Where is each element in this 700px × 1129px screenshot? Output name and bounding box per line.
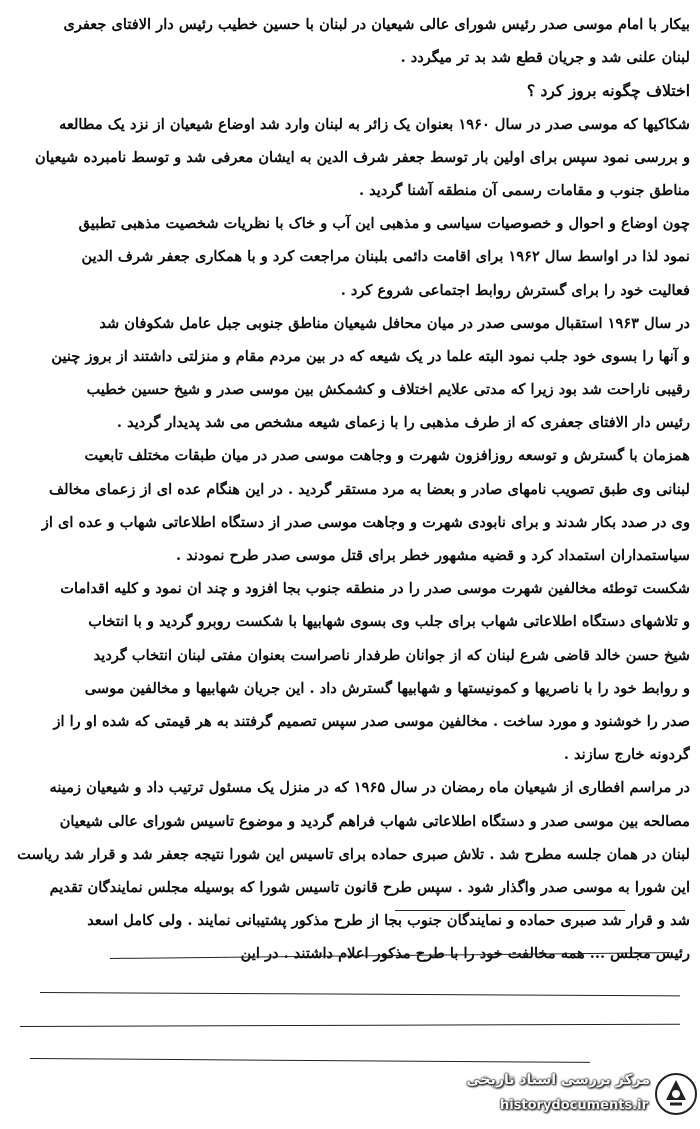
text-line: مصالحه بین موسی صدر و دستگاه اطلاعاتی شهاب فراهم گردید و موضوع تاسیس شورای عالی شیعیان xyxy=(59,812,690,830)
section-heading: اختلاف چگونه بروز کرد ؟ xyxy=(526,81,690,101)
text-line: شکست توطئه مخالفین شهرت موسی صدر را در منطقه جنوب بجا افزود و چند ان نمود و کلیه اقدامات xyxy=(60,580,690,598)
text-line: گردونه خارج سازند . xyxy=(563,746,690,764)
handwritten-underline xyxy=(30,1058,590,1063)
text-line: و روابط خود را با ناصریها و کمونیستها و شهابیها گسترش داد . این جریان شهابیها و مخالفین موسی xyxy=(84,679,690,697)
watermark-url[interactable]: historydocuments.ir xyxy=(499,1098,648,1113)
document-body xyxy=(12,8,690,970)
text-line: و تلاشهای دستگاه اطلاعاتی شهاب برای جلب وی بسوی شهابیها با شکست روبرو گردید و با انتخاب xyxy=(88,613,690,631)
text-line: بیکار با امام موسی صدر رئیس شورای عالی شیعیان در لبنان با حسین خطیب رئیس دار الافتای جعفری xyxy=(63,16,690,33)
text-line: نمود لذا در اواسط سال ۱۹۶۲ برای اقامت دائمی بلبنان مراجعت کرد و با همکاری جعفر شرف الدین xyxy=(81,248,690,266)
text-line: شیخ حسن خالد قاضی شرع لبنان که از جوانان طرفدار ناصراست بعنوان مفتی لبنان انتخاب گردید xyxy=(93,646,690,664)
text-line: لبنان علنی شد و جریان قطع شد بد تر میگردد . xyxy=(400,49,690,67)
handwritten-underline xyxy=(20,1024,680,1027)
text-line: این شورا به موسی صدر واگذار شود . سپس طرح قانون تاسیس شورا که بوسیله مجلس نمایندگان تقدیم xyxy=(49,878,690,896)
text-line: شکاکیها که موسی صدر در سال ۱۹۶۰ بعنوان یک زائر به لبنان وارد شد اوضاع شیعیان از نزد یک مطالعه xyxy=(59,115,690,133)
text-line: فعالیت خود را برای گسترش روابط اجتماعی شروع کرد . xyxy=(340,281,690,299)
text-line: سیاستمداران استمداد کرد و قضیه مشهور خطر برای قتل موسی صدر طرح نمودند . xyxy=(176,547,690,564)
historydocuments-logo-icon xyxy=(654,1070,698,1118)
text-line: رقیبی ناراحت شد بود زیرا که مدتی علایم اختلاف و کشمکش بین موسی صدر و شیخ حسین خطیب xyxy=(86,381,690,399)
text-line: در سال ۱۹۶۳ استقبال موسی صدر در میان محافل شیعیان مناطق جنوبی جبل عامل شکوفان شد xyxy=(99,314,690,332)
text-line: و آنها را بسوی خود جلب نمود البته علما در یک شیعه که در بین مردم مقام و منزلتی داشتند از بروز چنین xyxy=(51,347,690,365)
text-line: در مراسم افطاری از شیعیان ماه رمضان در سال ۱۹۶۵ که در منزل یک مسئول ترتیب داد و شیعیان زمینه xyxy=(49,779,690,797)
handwritten-underline xyxy=(395,910,625,911)
text-line: صدر را خوشنود و مورد ساخت . مخالفین موسی صدر سپس تصمیم گرفتند به هر قیمتی که شده او را از xyxy=(53,712,690,730)
text-line: رئیس مجلس ... همه مخالفت خود را با طرح مذکور اعلام داشتند . در این xyxy=(240,945,690,963)
text-line: مناطق جنوب و مقامات رسمی آن منطقه آشنا گردید . xyxy=(358,181,690,199)
text-line: چون اوضاع و احوال و خصوصیات سیاسی و مذهبی این آب و خاک با نظریات شخصیت مذهبی تطبیق xyxy=(78,215,690,233)
text-line: شد و قرار شد صبری حماده و نمایندگان جنوب بجا از طرح مذکور پشتیبانی نمایند . ولی کامل اسعد xyxy=(87,912,690,930)
text-line: و بررسی نمود سپس برای اولین بار توسط جعفر شرف الدین به ایشان معرفی شد و توسط نامبرده شیعیان xyxy=(35,148,690,166)
watermark-title: مرکز بررسی اسناد تاریخی xyxy=(466,1072,650,1088)
text-line: لبنانی وی طبق تصویب نامهای صادر و بعضا به مرد مستقر گردید . در این هنگام عده ای از زعمای مخالف xyxy=(49,480,690,498)
text-line: لبنان در همان جلسه مطرح شد . تلاش صبری حماده برای تاسیس این شورا نتیجه جعفر شد و قرار شد ریاست xyxy=(17,845,690,863)
handwritten-underline xyxy=(40,992,680,996)
text-line: وی در صدد بکار شدند و برای نابودی شهرت و وجاهت موسی صدر از دستگاه اطلاعاتی شهاب و عده ای از xyxy=(41,513,690,531)
text-line: همزمان با گسترش و توسعه روزافزون شهرت و وجاهت موسی صدر در میان طبقات مختلف تابعیت xyxy=(84,447,690,465)
watermark xyxy=(466,1066,698,1126)
text-line: رئیس دار الافتای جعفری که از طرف مذهبی را با زعمای شیعه مشخص می شد پدیدار گردید . xyxy=(116,414,690,432)
